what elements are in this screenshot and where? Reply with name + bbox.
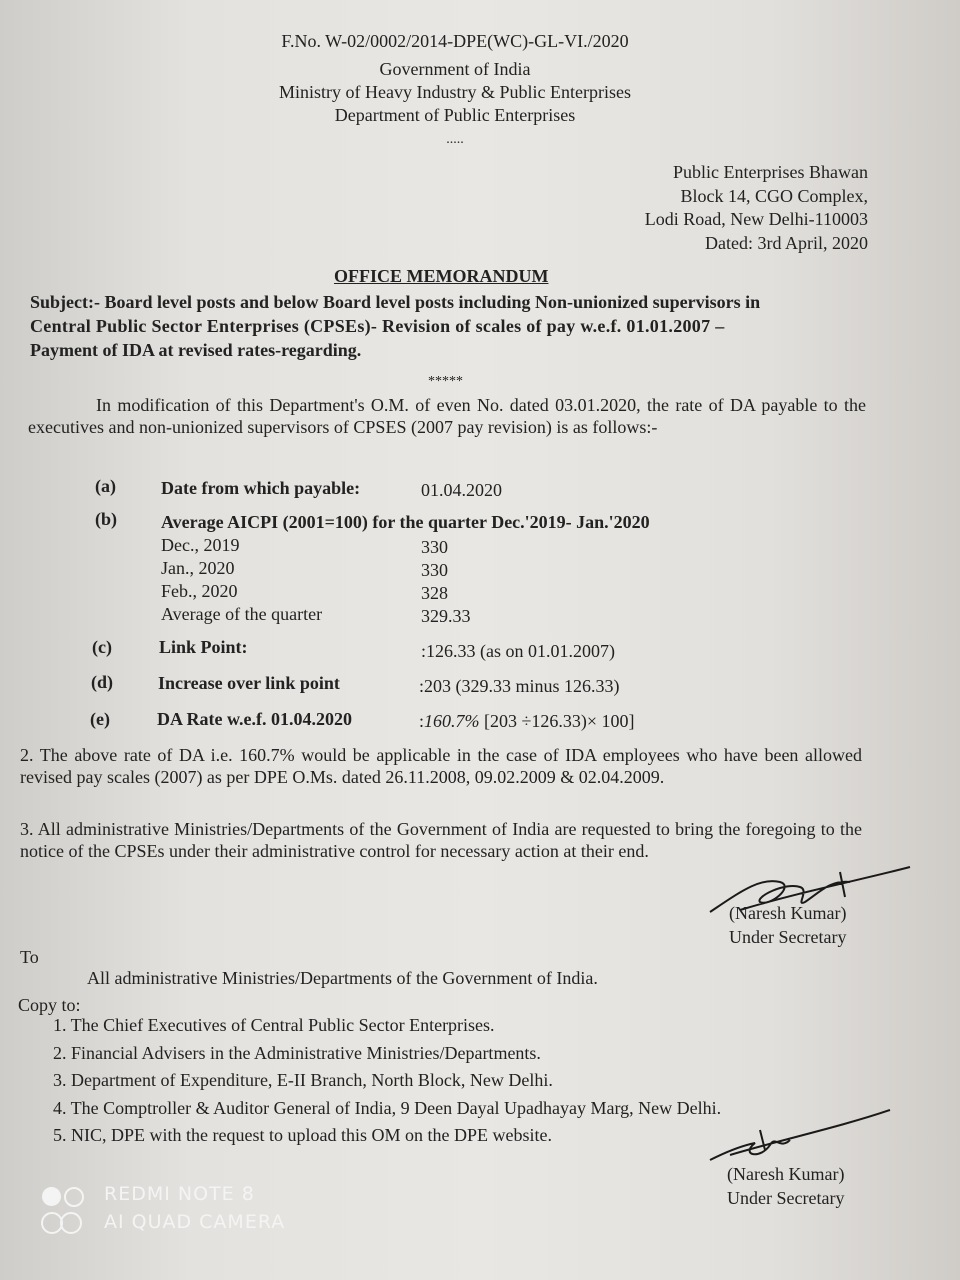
- subject-line2: Central Public Sector Enterprises (CPSEs)- Revision of scales of pay w.e.f. 01.01.2007 –: [30, 316, 725, 336]
- to-text: All administrative Ministries/Departments of the Government of India.: [87, 968, 598, 988]
- header-government: Government of India: [379, 59, 531, 79]
- stars: *****: [428, 374, 463, 389]
- signature-2: [700, 1105, 900, 1170]
- signatory2-designation: Under Secretary: [727, 1188, 845, 1208]
- month-row-4: Average of the quarter: [161, 604, 323, 624]
- item-e-text: DA Rate w.e.f. 01.04.2020: [157, 709, 352, 729]
- month-row-2: Jan., 2020: [161, 558, 235, 578]
- item-b-label: (b): [95, 509, 117, 529]
- header-department: Department of Public Enterprises: [334, 105, 576, 125]
- month-row-2-value: 330: [421, 560, 448, 580]
- copy-item-2: 2. Financial Advisers in the Administrative Ministries/Departments.: [53, 1043, 541, 1063]
- item-e-value: [419, 711, 635, 732]
- address-line2: Block 14, CGO Complex,: [680, 186, 868, 206]
- address-line1: Public Enterprises Bhawan: [673, 162, 868, 182]
- item-e-colon: :: [419, 711, 425, 731]
- item-c-value: :126.33 (as on 01.01.2007): [421, 641, 615, 661]
- item-d-value: :203 (329.33 minus 126.33): [419, 676, 620, 696]
- month-row-3-value: 328: [421, 583, 448, 603]
- item-a-value: 01.04.2020: [421, 480, 502, 500]
- paragraph-3: 3. All administrative Ministries/Departments of the Government of India are requested to bring the foregoing to the notice of the CPSEs under their administrative control for necessary action at their end.: [20, 819, 862, 861]
- signatory2-name: (Naresh Kumar): [727, 1164, 845, 1184]
- item-e-rate: 160.7%: [424, 711, 480, 731]
- subject-line3: Payment of IDA at revised rates-regarding.: [30, 340, 362, 360]
- memo-title: OFFICE MEMORANDUM: [334, 266, 549, 286]
- month-row-1: Dec., 2019: [161, 535, 240, 555]
- header-dots: .....: [446, 132, 464, 147]
- copy-item-3: 3. Department of Expenditure, E-II Branch, North Block, New Delhi.: [53, 1070, 553, 1090]
- paragraph-2: 2. The above rate of DA i.e. 160.7% would be applicable in the case of IDA employees who have been allowed revised pay scales (2007) as per DPE O.Ms. dated 26.11.2008, 09.02.2009 & 02.04.2009.: [20, 745, 862, 787]
- month-row-1-value: 330: [421, 537, 448, 557]
- copy-item-5: 5. NIC, DPE with the request to upload this OM on the DPE website.: [53, 1125, 552, 1145]
- signatory-designation: Under Secretary: [729, 927, 847, 947]
- month-row-3: Feb., 2020: [161, 581, 238, 601]
- signatory-name: (Naresh Kumar): [729, 903, 847, 923]
- item-d-text: Increase over link point: [158, 673, 340, 693]
- item-d-label: (d): [91, 672, 113, 692]
- item-c-label: (c): [92, 637, 112, 657]
- item-b-text: Average AICPI (2001=100) for the quarter Dec.'2019- Jan.'2020: [161, 512, 650, 532]
- item-a-text: Date from which payable:: [161, 478, 361, 498]
- month-row-4-value: 329.33: [421, 606, 471, 626]
- copy-item-4: 4. The Comptroller & Auditor General of India, 9 Deen Dayal Upadhayay Marg, New Delhi.: [53, 1098, 722, 1118]
- header-ministry: Ministry of Heavy Industry & Public Enterprises: [279, 82, 631, 102]
- item-a-label: (a): [95, 476, 116, 496]
- file-number: F.No. W-02/0002/2014-DPE(WC)-GL-VI./2020: [281, 31, 629, 51]
- intro-paragraph: In modification of this Department's O.M. of even No. dated 03.01.2020, the rate of DA payable to the executives and non-unionized supervisors of CPSES (2007 pay revision) is as follows:-: [28, 395, 866, 437]
- address-line3: Lodi Road, New Delhi-110003: [644, 209, 868, 229]
- camera-type-watermark: AI QUAD CAMERA: [104, 1211, 286, 1233]
- item-e-label: (e): [90, 709, 110, 729]
- copy-to-label: Copy to:: [18, 995, 81, 1015]
- item-e-formula: [203 ÷126.33)× 100]: [479, 711, 635, 731]
- copy-item-1: 1. The Chief Executives of Central Public Sector Enterprises.: [53, 1015, 495, 1035]
- item-c-text: Link Point:: [159, 637, 248, 657]
- camera-model-watermark: REDMI NOTE 8: [104, 1183, 255, 1205]
- subject-line1: Subject:- Board level posts and below Board level posts including Non-unionized supervisors in: [30, 292, 761, 312]
- dated: Dated: 3rd April, 2020: [705, 233, 868, 253]
- to-label: To: [20, 947, 39, 967]
